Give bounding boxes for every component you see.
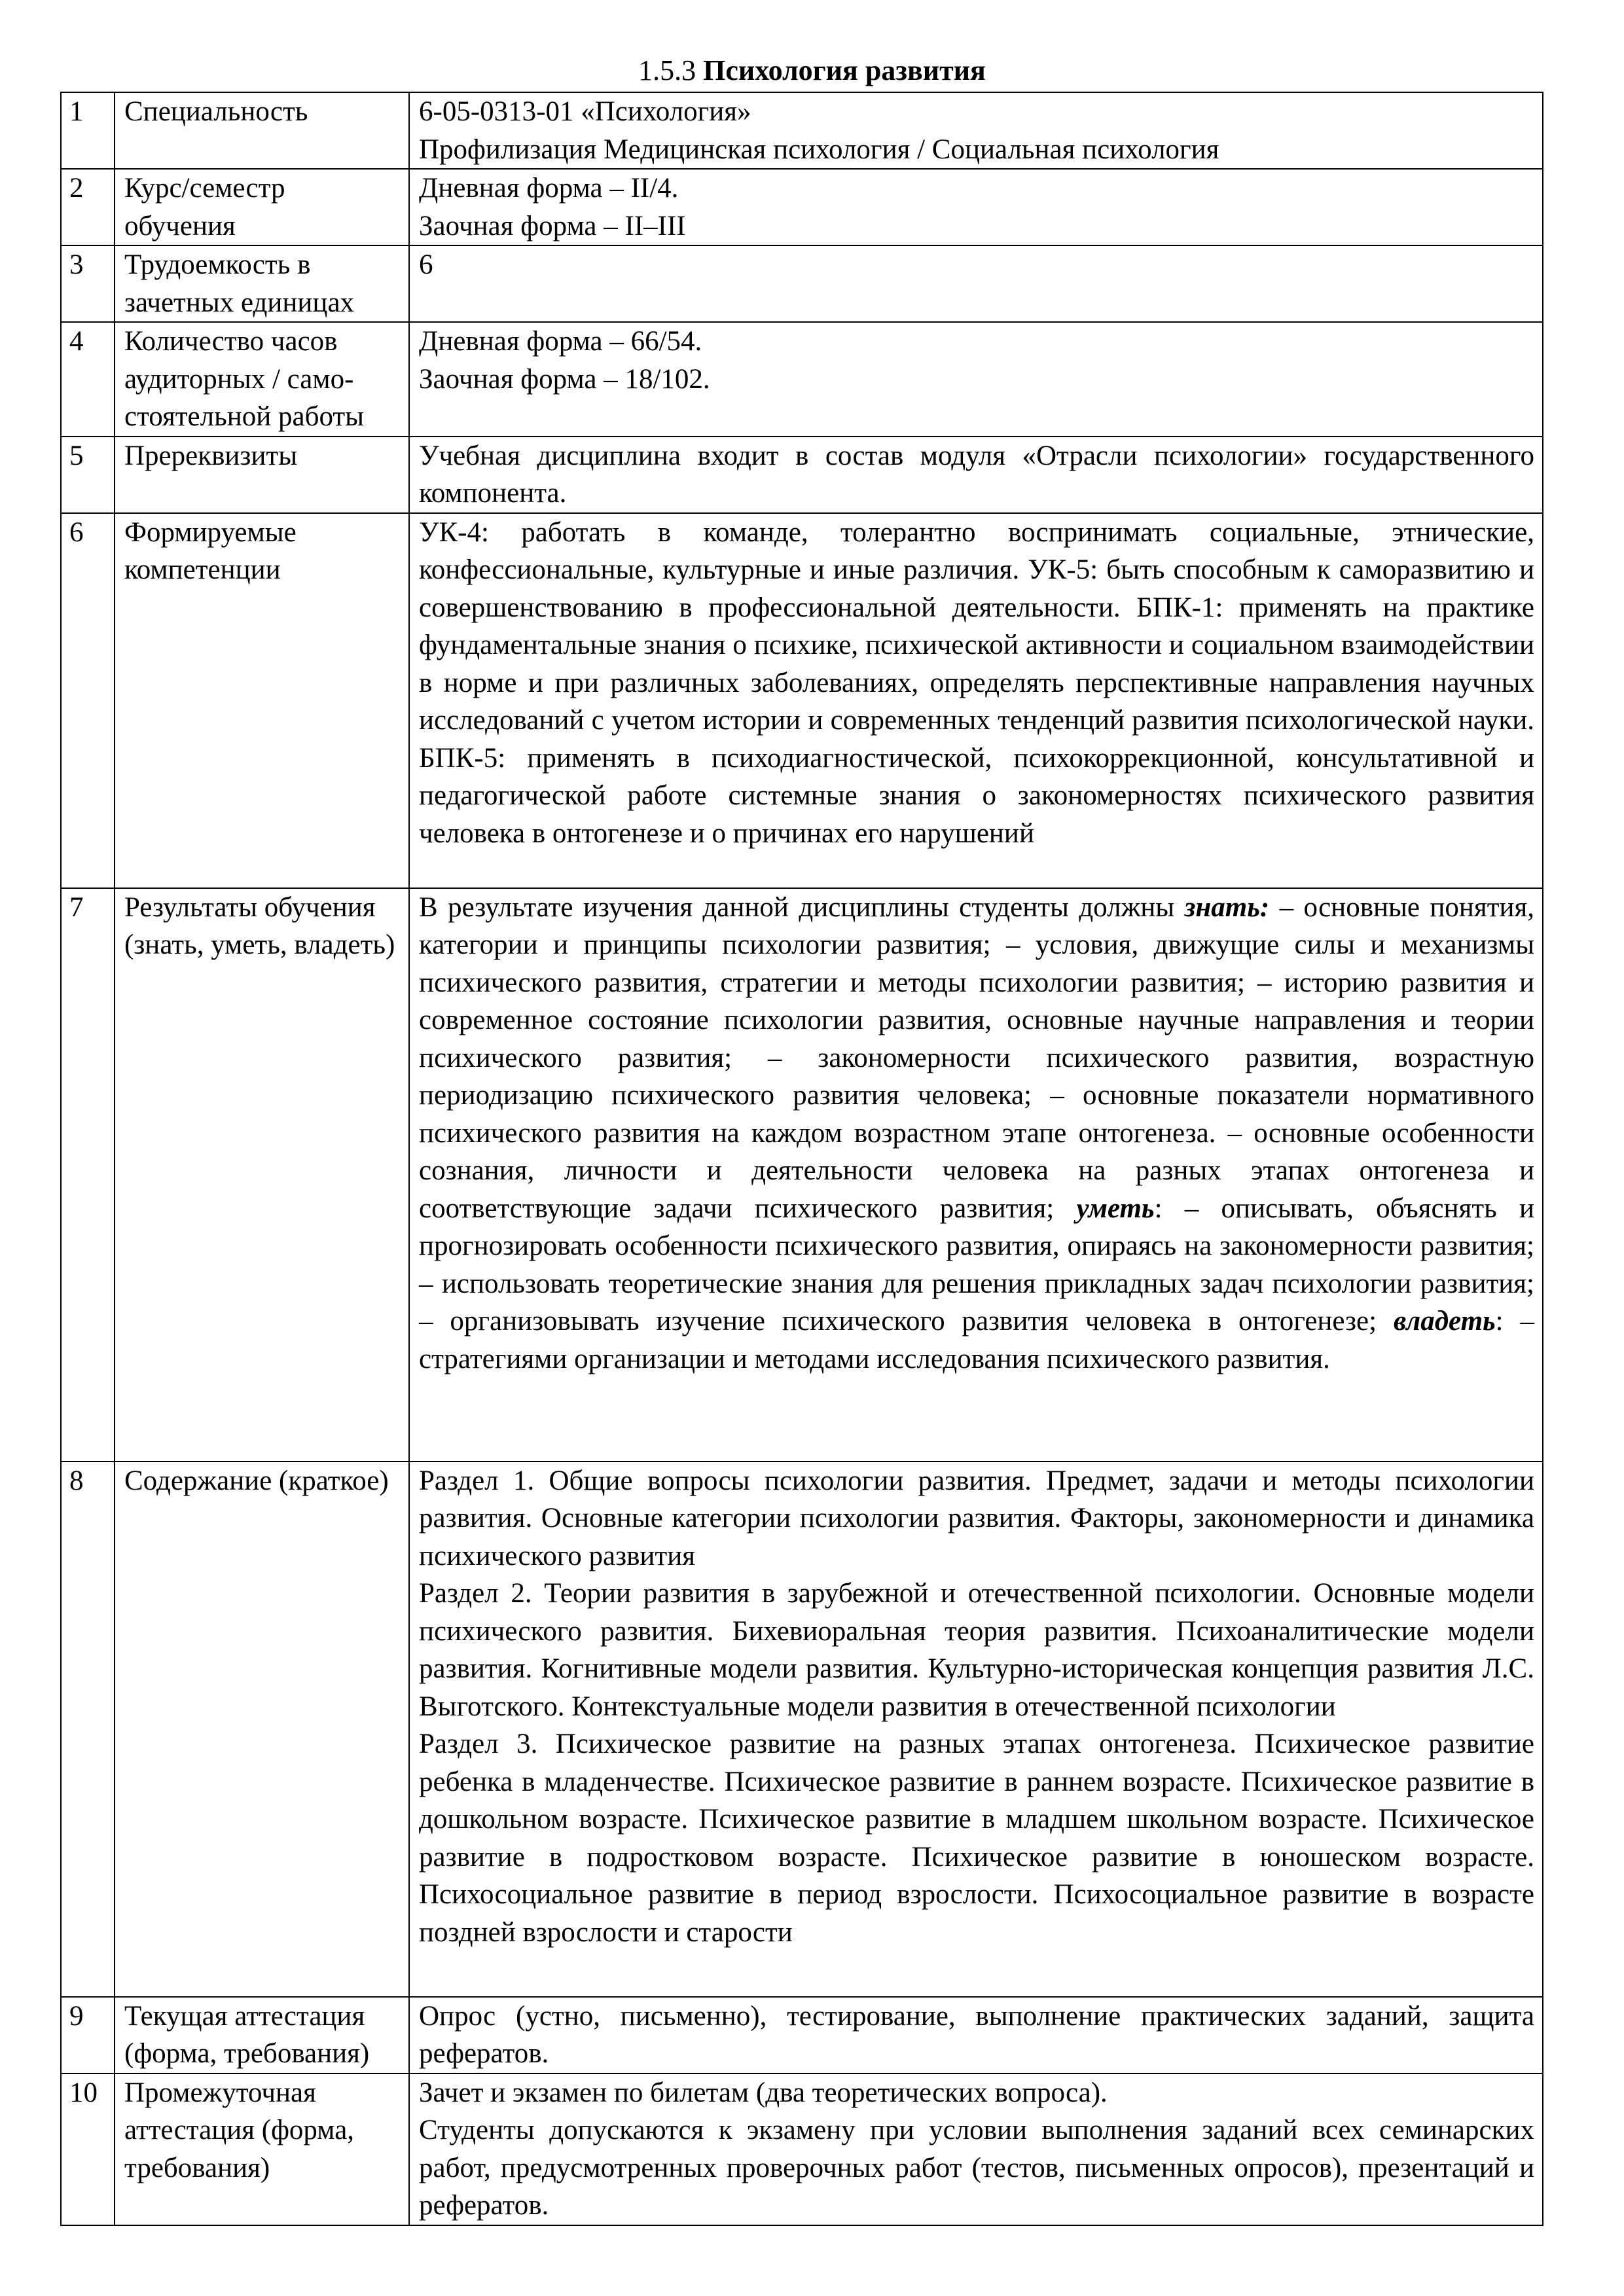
course-description-table xyxy=(60,92,1543,2226)
value-text: УК-4: работать в команде, толерантно воспринимать социальные, этнические, конфессиональные, культурные и иные различия. УК-5: быть способным к саморазвитию и совершенствованию в профессиональной деятельности. БПК-1: применять на практике фундаментальные знания о психике, психической активности и социальном взаимодействии в норме и при различных заболеваниях, определять перспективные направления научных исследований с учетом истории и современных тенденций развития психологической науки. БПК-5: применять в психодиагностической, психокоррекционной, консультативной и педагогической работе системные знания о закономерностях психического развития человека в онтогенезе и о причинах его нарушений xyxy=(419,516,1534,849)
row-label: Формируемые компетенции xyxy=(115,513,409,888)
row-value xyxy=(409,1997,1543,2073)
section-number: 1.5.3 xyxy=(638,54,696,86)
row-value xyxy=(409,92,1543,169)
know-label: знать: xyxy=(1184,891,1270,923)
row-label: Содержание (краткое) xyxy=(115,1462,409,1997)
table-row xyxy=(61,169,1543,245)
row-number: 4 xyxy=(61,322,115,437)
value-text: Опрос (устно, письменно), тестирование, выполнение практических заданий, защита рефератов. xyxy=(419,2000,1534,2069)
row-label: Текущая аттестация (форма, требования) xyxy=(115,1997,409,2073)
table-row xyxy=(61,1997,1543,2073)
row-number: 1 xyxy=(61,92,115,169)
table-row xyxy=(61,888,1543,1462)
can-label: уметь xyxy=(1076,1193,1155,1224)
value-line: 6-05-0313-01 «Психология» xyxy=(419,96,751,127)
row-number: 10 xyxy=(61,2073,115,2225)
table-row xyxy=(61,513,1543,888)
own-text: : – стратегиями организации и методами исследования психического развития. xyxy=(419,1306,1534,1374)
row-value xyxy=(409,437,1543,513)
section-name: Психология развития xyxy=(703,54,986,86)
table-row xyxy=(61,1462,1543,1997)
value-line: Дневная форма – 66/54. xyxy=(419,326,702,357)
row-value xyxy=(409,1462,1543,1997)
value-line: Профилизация Медицинская психология / Социальная психология xyxy=(419,134,1219,165)
row-value xyxy=(409,245,1543,322)
row-number: 9 xyxy=(61,1997,115,2073)
value-line: Заочная форма – 18/102. xyxy=(419,363,710,395)
outcomes-intro: В результате изучения данной дисциплины студенты должны xyxy=(419,891,1175,923)
row-label: Трудоемкость в зачетных единицах xyxy=(115,245,409,322)
table-row xyxy=(61,2073,1543,2225)
own-label: владеть xyxy=(1393,1306,1496,1336)
row-label: Пререквизиты xyxy=(115,437,409,513)
value-line: 6 xyxy=(419,249,433,280)
content-section: Раздел 3. Психическое развитие на разных этапах онтогенеза. Психическое развитие ребенка в младенчестве. Психическое развитие в раннем возрасте. Психическое развитие в дошкольном возрасте. Психическое развитие в младшем школьном возрасте. Психическое развитие в подростковом возрасте. Психическое развитие в юношеском возрасте. Психосоциальное развитие в период взрослости. Психосоциальное развитие в возрасте поздней взрослости и старости xyxy=(419,1729,1534,1948)
row-number: 6 xyxy=(61,513,115,888)
value-text: Зачет и экзамен по билетам (два теоретических вопроса). xyxy=(419,2077,1108,2108)
content-section: Раздел 2. Теории развития в зарубежной и отечественной психологии. Основные модели психического развития. Бихевиоральная теория развития. Психоаналитические модели развития. Когнитивные модели развития. Культурно-историческая концепция развития Л.С. Выготского. Контекстуальные модели развития в отечественной психологии xyxy=(419,1578,1534,1722)
can-text: : – описывать, объяснять и прогнозировать особенности психического развития, опираясь на закономерности развития; – использовать теоретические знания для решения прикладных задач психологии развития; – организовывать изучение психического развития человека в онтогенезе; xyxy=(419,1193,1535,1336)
row-value xyxy=(409,169,1543,245)
value-line: Заочная форма – II–III xyxy=(419,210,686,242)
row-value xyxy=(409,322,1543,437)
row-label: Промежуточная аттестация (форма, требования) xyxy=(115,2073,409,2225)
value-text: Студенты допускаются к экзамену при условии выполнения заданий всех семинарских работ, предусмотренных проверочных работ (тестов, письменных опросов), презентаций и рефератов. xyxy=(419,2115,1534,2221)
row-label: Курс/семестр обучения xyxy=(115,169,409,245)
value-text: Учебная дисциплина входит в состав модуля «Отрасли психологии» государственного компонента. xyxy=(419,440,1534,509)
value-line: Дневная форма – II/4. xyxy=(419,173,679,204)
table-row xyxy=(61,245,1543,322)
row-label: Результаты обучения (знать, уметь, владеть) xyxy=(115,888,409,1462)
learning-outcomes-text xyxy=(419,889,1534,1378)
row-number: 5 xyxy=(61,437,115,513)
row-label: Количество часов аудиторных / само-стоятельной работы xyxy=(115,322,409,437)
row-label: Специальность xyxy=(115,92,409,169)
row-number: 8 xyxy=(61,1462,115,1997)
row-value xyxy=(409,2073,1543,2225)
table-row xyxy=(61,437,1543,513)
row-value xyxy=(409,888,1543,1462)
row-value xyxy=(409,513,1543,888)
row-number: 2 xyxy=(61,169,115,245)
table-row xyxy=(61,92,1543,169)
content-section: Раздел 1. Общие вопросы психологии развития. Предмет, задачи и методы психологии развития. Основные категории психологии развития. Факторы, закономерности и динамика психического развития xyxy=(419,1465,1534,1571)
row-number: 7 xyxy=(61,888,115,1462)
row-number: 3 xyxy=(61,245,115,322)
table-row xyxy=(61,322,1543,437)
know-text: – основные понятия, категории и принципы психологии развития; – условия, движущие силы и механизмы психического развития, стратегии и методы психологии развития; – историю развития и современное состояние психологии развития, основные научные направления и теории психического развития; – закономерности психического развития, возрастную периодизацию психического развития человека; – основные показатели нормативного психического развития на каждом возрастном этапе онтогенеза. – основные особенности сознания, личности и деятельности человека на разных этапах онтогенеза и соответствующие задачи психического развития; xyxy=(419,891,1535,1224)
document-title xyxy=(0,54,1624,88)
